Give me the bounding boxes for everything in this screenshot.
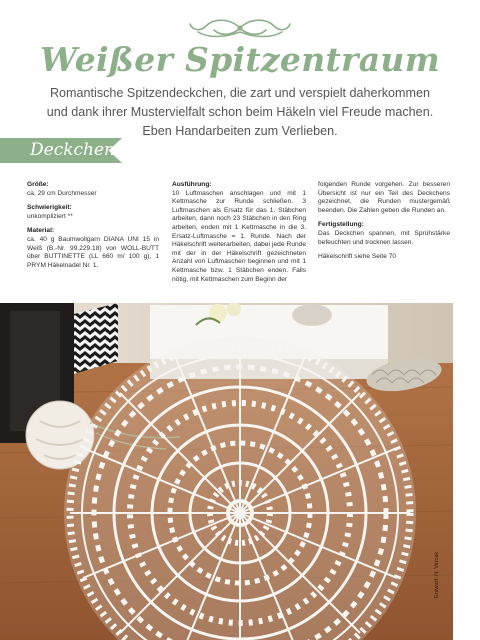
intro-line-1: Romantische Spitzendeckchen, die zart und verspielt daherkommen	[49, 86, 431, 100]
section-tag-label: Deckchen	[30, 140, 115, 160]
finishing-column	[318, 181, 450, 268]
intro-text	[40, 84, 440, 141]
intro-line-3: Eben Handarbeiten zum Verlieben.	[142, 124, 338, 138]
doily-photo-illustration	[0, 303, 453, 640]
material-heading: Material:	[27, 227, 55, 235]
instructions-continued-text: folgenden Runde vorgehen. Zur besseren Übersicht ist nur ein Teil des Deckchens gezeichnet, die Runden mustergemäß beenden. Die Zahlen geben die Runden an.	[318, 181, 450, 214]
info-column	[27, 181, 159, 276]
difficulty-text: unkompliziert **	[27, 212, 73, 220]
difficulty-heading: Schwierigkeit:	[27, 204, 72, 212]
finishing-heading: Fertigstellung:	[318, 221, 364, 229]
size-heading: Größe:	[27, 181, 49, 188]
material-text: ca. 40 g Baumwollgarn DIANA UNI 15 in Weiß (B.-Nr. 99.229.18) von WOLL-BUTT über BUTTINETTE (LL 660 m/ 100 g), 1 PRYM Häkelnadel Nr. 1.	[27, 235, 159, 269]
instructions-column	[172, 181, 306, 290]
intro-line-2: und dank ihrer Mustervielfalt schon beim Häkeln viel Freude machen.	[46, 105, 434, 119]
photo-credit: Entwurf: N. Varcak	[434, 551, 440, 598]
page-title: Weißer Spitzentraum	[40, 40, 440, 79]
doily-photo	[0, 303, 453, 640]
chart-reference-text: Häkelschrift siehe Seite 70	[318, 253, 397, 261]
size-text: ca. 29 cm Durchmesser	[27, 189, 97, 197]
instructions-heading: Ausführung:	[172, 181, 212, 188]
instructions-text: 10 Luftmaschen anschlagen und mit 1 Kettmasche zur Runde schließen. 3 Luftmaschen als Ersatz für das 1. Stäbchen arbeiten, dann noch 23 Stäbchen in den Ring arbeiten, enden mit 1 Kettmasche in die 3. Ersatz-Luftmasche = 1. Runde. Nach der Häkelschrift weiterarbeiten, dabei jede Runde mit der in der Häkelschrift gezeichneten Anzahl von Luftmaschen beginnen und mit 1 Kettmasche bzw. 1 Stäbchen enden. Falls nötig, mit Kettmaschen zum Beginn der	[172, 189, 306, 283]
decorative-ornament-icon	[184, 16, 296, 40]
finishing-text: Das Deckchen spannen, mit Sprühstärke befeuchten und trocknen lassen.	[318, 229, 450, 246]
